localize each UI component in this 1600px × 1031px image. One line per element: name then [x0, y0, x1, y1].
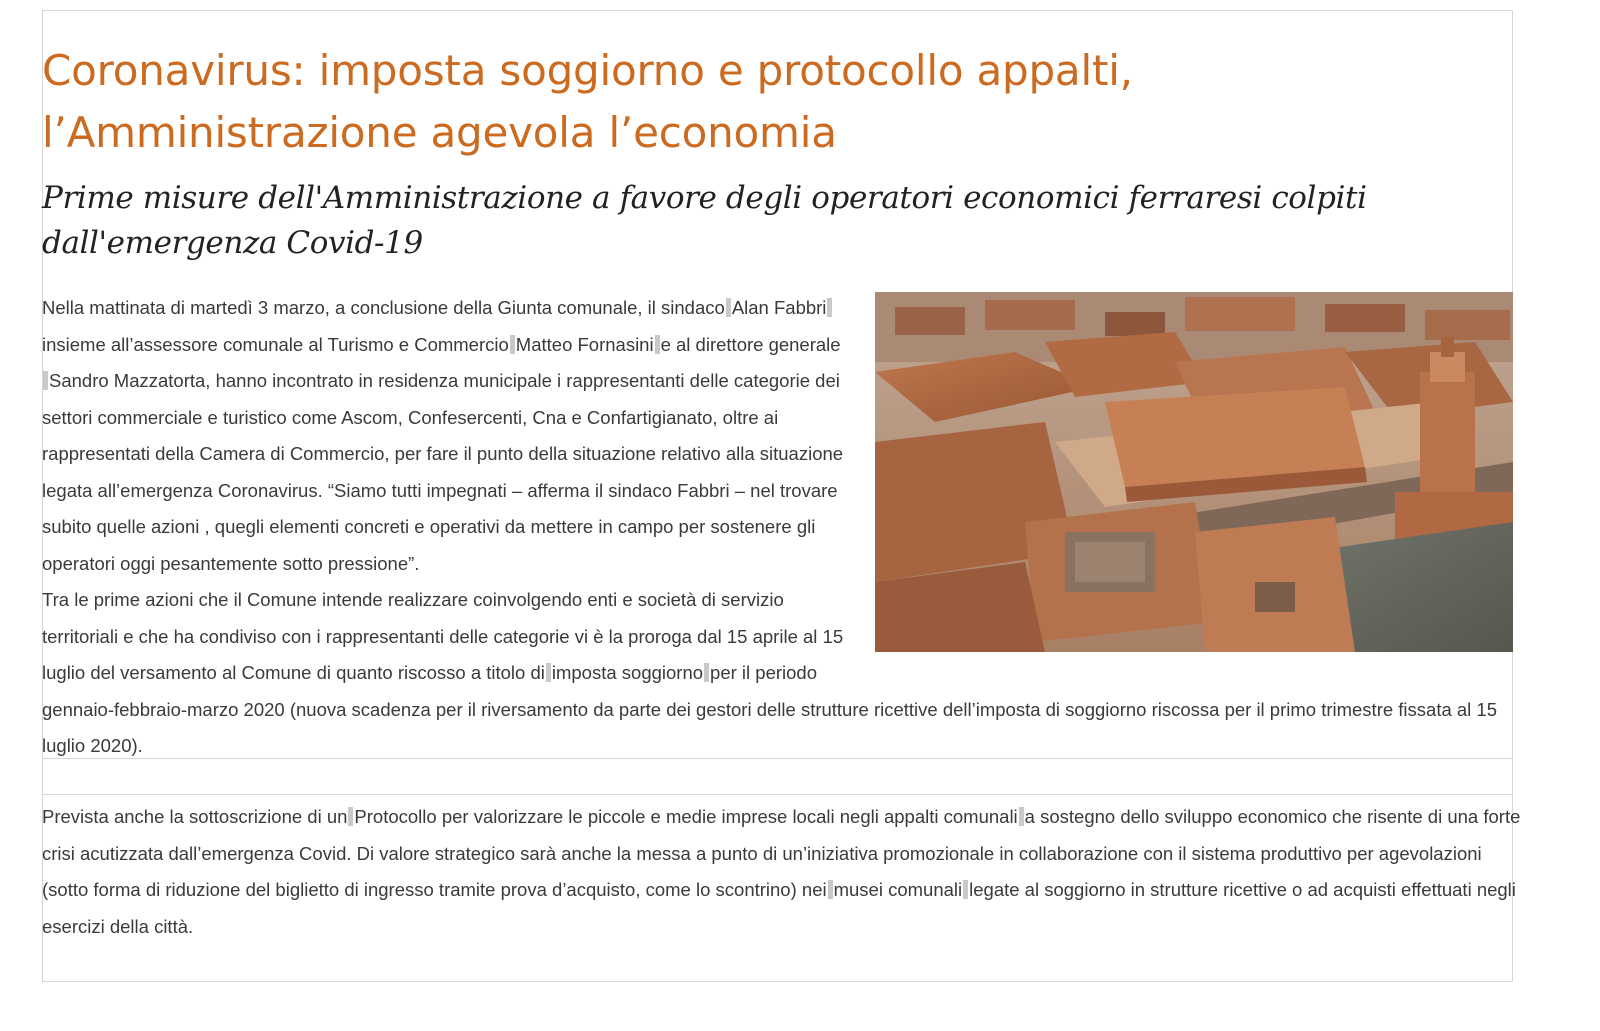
p3-text-f: legate al soggiorno in strutture ricettive o ad acquisti effettuati negli esercizi della città. — [42, 879, 1516, 937]
p3-text-c: a sostegno dello sviluppo economico che risente di una forte crisi acutizzata dall’emergenza Covid. Di valore strategico sarà anche la messa a punto di un’iniziativa promozionale in collaborazione con il sistema produttivo per agevolazioni (sotto forma di riduzione del biglietto di ingresso tramite prova d’acquisto, come lo scontrino) — [42, 806, 1521, 900]
link-marker — [963, 880, 968, 899]
p1-text-f: Sandro Mazzatorta, hanno incontrato in residenza municipale i rappresentanti delle categorie dei settori commerciale e turistico come Ascom, Confesercenti, Cna e Confartigianato, oltre ai rappresentati della Camera di Commercio, per fare il punto della situazione relativo alla situazione legata all’emergenza Coronavirus. “Siamo tutti impegnati – afferma il sindaco Fabbri – nel trovare subito quelle azioni , quegli elementi concreti e operativi da mettere in campo per sostenere gli operatori oggi pesantemente sotto pressione”. — [42, 370, 844, 574]
divider-top — [42, 758, 1513, 759]
subtitle-line-2: dall'emergenza Covid-19 — [42, 225, 423, 261]
p1-text-c: insieme all’assessore comunale al Turismo e Commercio — [42, 333, 509, 355]
p2-text-a: Tra le prime azioni che il Comune intende realizzare coinvolgendo enti e società di servizio territoriali e che ha condiviso con i rappresentanti delle categorie vi è la proroga dal 15 aprile al 15 luglio del versamento al Comune di quanto riscosso a titolo di — [42, 589, 844, 683]
divider-bottom — [42, 794, 1513, 795]
p1-person-matteo-fornasini: Matteo Fornasini — [515, 333, 654, 355]
p3-link-musei-comunali[interactable]: musei comunali — [833, 879, 963, 900]
article-body-top — [42, 290, 1513, 765]
title-line-2: l’Amministrazione agevola l’economia — [42, 108, 837, 157]
link-marker — [1019, 807, 1024, 826]
link-marker — [546, 663, 551, 682]
p3-text-d: nei — [801, 879, 827, 900]
link-marker — [828, 880, 833, 899]
link-marker — [704, 663, 709, 682]
article-subtitle — [42, 176, 1492, 266]
p1-text-a: Nella mattinata di martedì 3 marzo, a conclusione della Giunta comunale, il sindaco — [42, 297, 725, 318]
p1-person-alan-fabbri: Alan Fabbri — [731, 297, 827, 318]
link-marker — [827, 298, 832, 317]
subtitle-line-1: Prime misure dell'Amministrazione a favore degli operatori economici ferraresi colpiti — [42, 180, 1367, 216]
p1-text-e: e al direttore generale — [660, 333, 841, 355]
p2-text-c: per il periodo gennaio-febbraio-marzo 2020 (nuova scadenza per il riversamento da parte dei gestori delle strutture ricettive dell’imposta di soggiorno riscossa per il primo trimestre fissata al 15 luglio 2020). — [42, 662, 1498, 756]
p2-link-imposta-soggiorno[interactable]: imposta soggiorno — [551, 662, 704, 683]
p3-text-a: Prevista anche la sottoscrizione di un — [42, 806, 348, 827]
p3-link-protocollo[interactable]: Protocollo per valorizzare le piccole e medie imprese locali negli appalti comunali — [354, 806, 1018, 827]
link-marker — [655, 335, 660, 354]
link-marker — [348, 807, 353, 826]
article-title — [42, 40, 1242, 164]
ferrara-aerial-photo — [875, 292, 1513, 652]
article-body-bottom — [42, 799, 1522, 945]
link-marker — [510, 335, 515, 354]
link-marker — [726, 298, 731, 317]
title-line-1: Coronavirus: imposta soggiorno e protocollo appalti, — [42, 46, 1133, 95]
paragraph-protocollo — [42, 799, 1522, 945]
link-marker — [43, 371, 48, 390]
